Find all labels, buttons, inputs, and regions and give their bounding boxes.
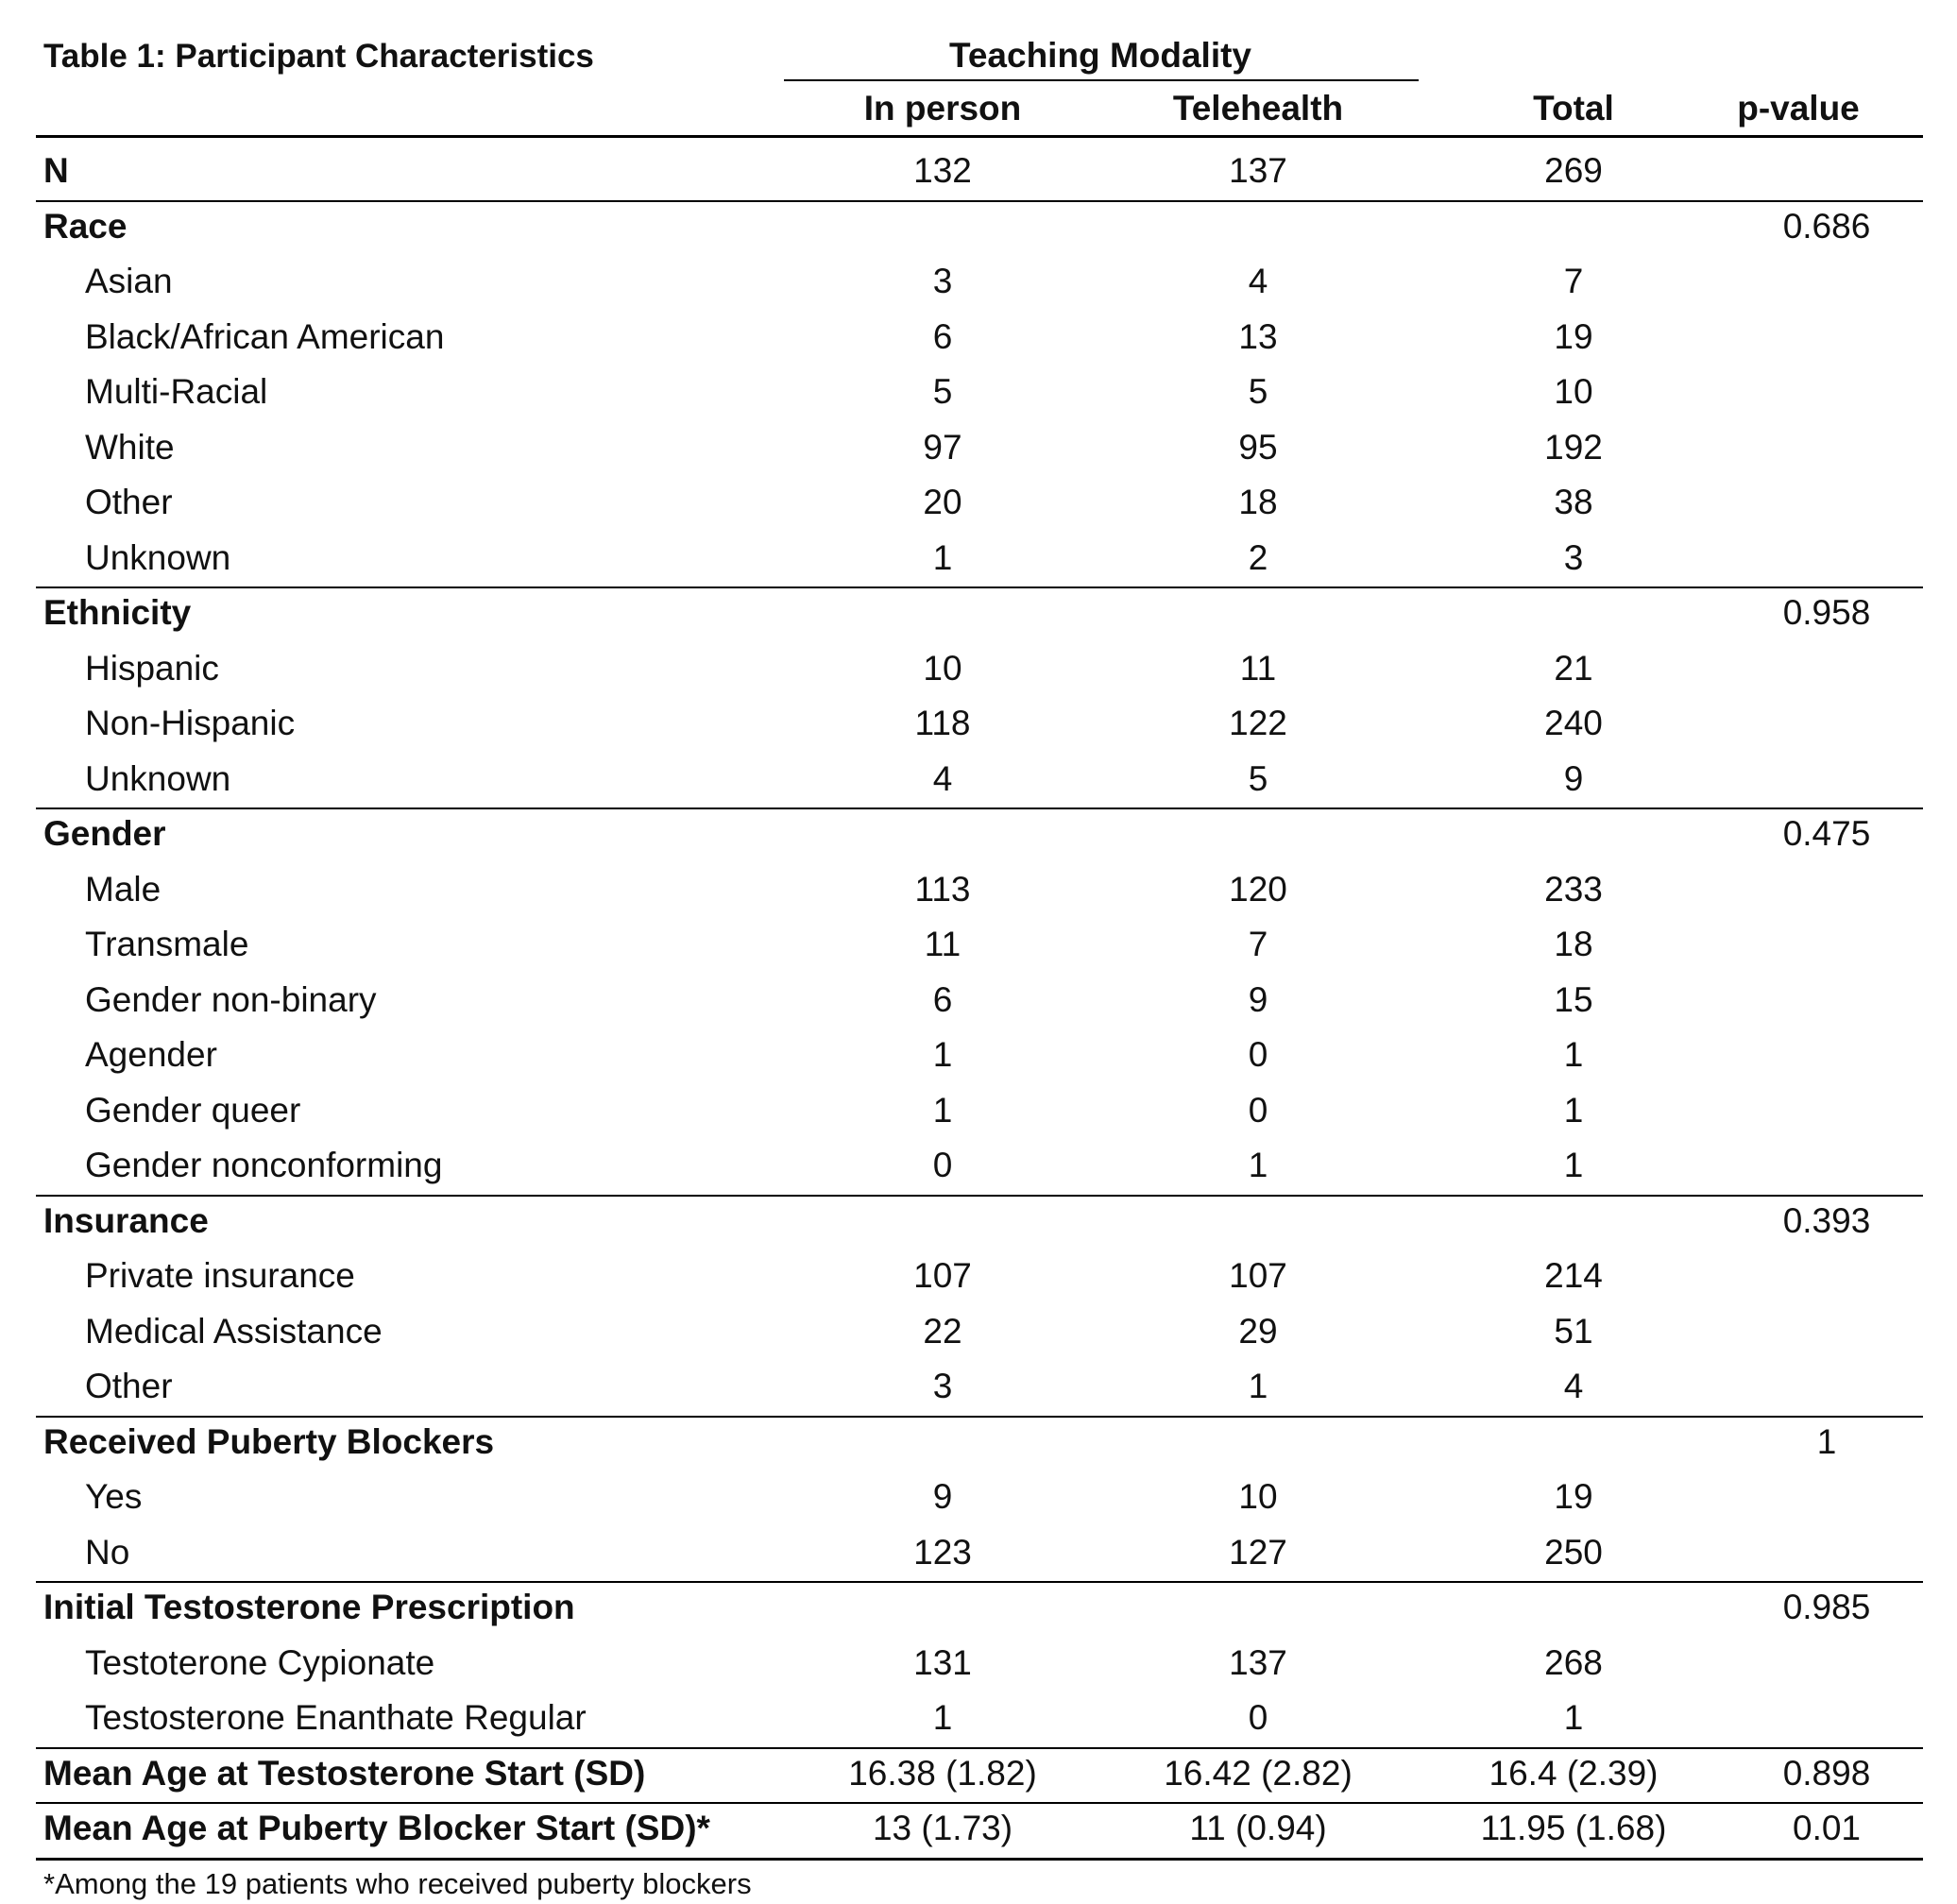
p-value: 0.898 [1782,1753,1871,1793]
table-cell: 3 [932,1367,953,1405]
row-label: Other [85,1367,173,1405]
table-cell: 7 [1248,925,1268,963]
table-cell: 118 [914,704,971,742]
p-value: 1 [1816,1421,1837,1461]
column-header-p-value: p-value [1737,89,1860,128]
section-value: 137 [1229,151,1287,190]
row-label: Unknown [85,537,231,577]
table-cell: 95 [1238,427,1278,467]
header-rule [36,135,1923,138]
table-cell: 29 [1238,1311,1278,1351]
table-cell: 21 [1554,648,1593,688]
row-label: Hispanic [85,648,219,688]
table-cell: 13 [1238,316,1278,356]
table-cell: 1 [1248,1367,1268,1405]
table-cell: 0 [932,1146,953,1184]
table-cell: 9 [1563,758,1584,798]
table-cell: 4 [932,758,953,798]
table-cell: 2 [1248,537,1268,577]
section-rule [36,586,1923,588]
row-label: Agender [85,1035,217,1074]
table-cell: 18 [1554,925,1593,963]
row-label: Private insurance [85,1256,355,1295]
row-label: Other [85,483,173,521]
table-cell: 5 [932,372,953,411]
table-cell: 233 [1544,869,1603,909]
table-cell: 19 [1554,316,1593,356]
section-label: Mean Age at Puberty Blocker Start (SD)* [43,1809,710,1847]
table-cell: 250 [1544,1532,1603,1572]
group-header: Teaching Modality [948,36,1252,75]
section-label: Ethnicity [43,593,192,632]
table-cell: 214 [1544,1256,1603,1295]
table-cell: 10 [1238,1477,1278,1516]
section-label: Insurance [43,1200,209,1240]
table-cell: 7 [1563,262,1584,300]
table-title: Table 1: Participant Characteristics [43,38,594,75]
table-cell: 4 [1563,1367,1584,1405]
section-value: 16.4 (2.39) [1489,1753,1659,1793]
section-value: 11.95 (1.68) [1480,1809,1667,1847]
section-value: 16.38 (1.82) [848,1753,1037,1793]
table-cell: 240 [1544,704,1603,742]
row-label: Multi-Racial [85,372,268,411]
table-cell: 9 [1248,979,1268,1019]
column-header-total: Total [1533,89,1614,128]
table-cell: 1 [932,1090,953,1130]
section-label: Race [43,206,128,246]
table-cell: 113 [914,869,971,909]
row-label: Male [85,869,162,909]
table-cell: 1 [1563,1090,1584,1130]
row-label: Non-Hispanic [85,704,296,742]
table-cell: 4 [1248,262,1268,300]
table-cell: 97 [923,427,962,467]
table-cell: 268 [1544,1642,1603,1682]
section-rule [36,1581,1923,1583]
table-cell: 107 [913,1256,972,1295]
table-cell: 18 [1238,483,1278,521]
row-label: Gender nonconforming [85,1146,443,1184]
table-cell: 1 [1248,1146,1268,1184]
section-value: 13 (1.73) [872,1809,1013,1847]
p-value: 0.985 [1782,1588,1871,1626]
section-rule [36,1802,1923,1804]
row-label: No [85,1532,130,1572]
row-label: Testosterone Enanthate Regular [85,1698,587,1737]
table-cell: 1 [932,537,953,577]
p-value: 0.686 [1782,206,1871,246]
table-cell: 3 [1563,537,1584,577]
table-cell: 137 [1229,1642,1287,1682]
table-cell: 192 [1544,427,1603,467]
table-cell: 123 [913,1532,972,1572]
p-value: 0.393 [1782,1200,1871,1240]
section-rule [36,1858,1923,1861]
row-label: Gender queer [85,1090,301,1130]
row-label: Medical Assistance [85,1311,383,1351]
section-value: 132 [913,151,972,190]
section-label: Initial Testosterone Prescription [43,1588,575,1626]
table-cell: 1 [1563,1698,1584,1737]
column-header-telehealth: Telehealth [1172,89,1344,128]
row-label: Yes [85,1477,143,1516]
row-label: Unknown [85,758,231,798]
row-label: Gender non-binary [85,979,377,1019]
section-rule [36,200,1923,202]
row-label: Testoterone Cypionate [85,1642,435,1682]
table-cell: 11 [924,925,961,963]
p-value: 0.475 [1782,814,1871,853]
table-cell: 10 [1554,372,1593,411]
table-cell: 1 [932,1035,953,1074]
table-cell: 6 [932,316,953,356]
table-cell: 20 [923,483,962,521]
table-cell: 9 [932,1477,953,1516]
row-label: Transmale [85,925,249,963]
group-header-rule [784,79,1419,81]
table-cell: 120 [1229,869,1287,909]
table-cell: 22 [923,1311,962,1351]
table-cell: 0 [1248,1035,1268,1074]
table-cell: 51 [1554,1311,1593,1351]
section-label: Received Puberty Blockers [43,1421,495,1461]
table-cell: 6 [932,979,953,1019]
section-label: N [43,151,69,190]
table-cell: 15 [1554,979,1593,1019]
section-label: Mean Age at Testosterone Start (SD) [43,1753,646,1793]
table-cell: 0 [1248,1090,1268,1130]
table-cell: 19 [1554,1477,1593,1516]
table-cell: 1 [932,1698,953,1737]
section-rule [36,1416,1923,1418]
table-footnote: *Among the 19 patients who received puberty blockers [43,1867,752,1900]
table-cell: 11 [1239,648,1277,688]
table-cell: 122 [1229,704,1287,742]
row-label: White [85,427,175,467]
table-cell: 5 [1248,758,1268,798]
table-cell: 127 [1229,1532,1287,1572]
table-cell: 107 [1229,1256,1287,1295]
row-label: Asian [85,262,173,300]
row-label: Black/African American [85,316,445,356]
section-rule [36,1747,1923,1749]
table-cell: 38 [1554,483,1593,521]
column-header-in-person: In person [863,89,1022,128]
section-value: 11 (0.94) [1189,1809,1327,1847]
section-value: 16.42 (2.82) [1164,1753,1353,1793]
table-cell: 5 [1248,372,1268,411]
table-cell: 1 [1563,1146,1584,1184]
table-cell: 3 [932,262,953,300]
section-rule [36,808,1923,809]
p-value: 0.958 [1782,593,1871,632]
table-cell: 1 [1563,1035,1584,1074]
section-rule [36,1195,1923,1197]
section-value: 269 [1544,151,1603,190]
p-value: 0.01 [1792,1809,1862,1847]
table-cell: 10 [923,648,962,688]
section-label: Gender [43,814,166,853]
table-cell: 0 [1248,1698,1268,1737]
table-cell: 131 [913,1642,972,1682]
